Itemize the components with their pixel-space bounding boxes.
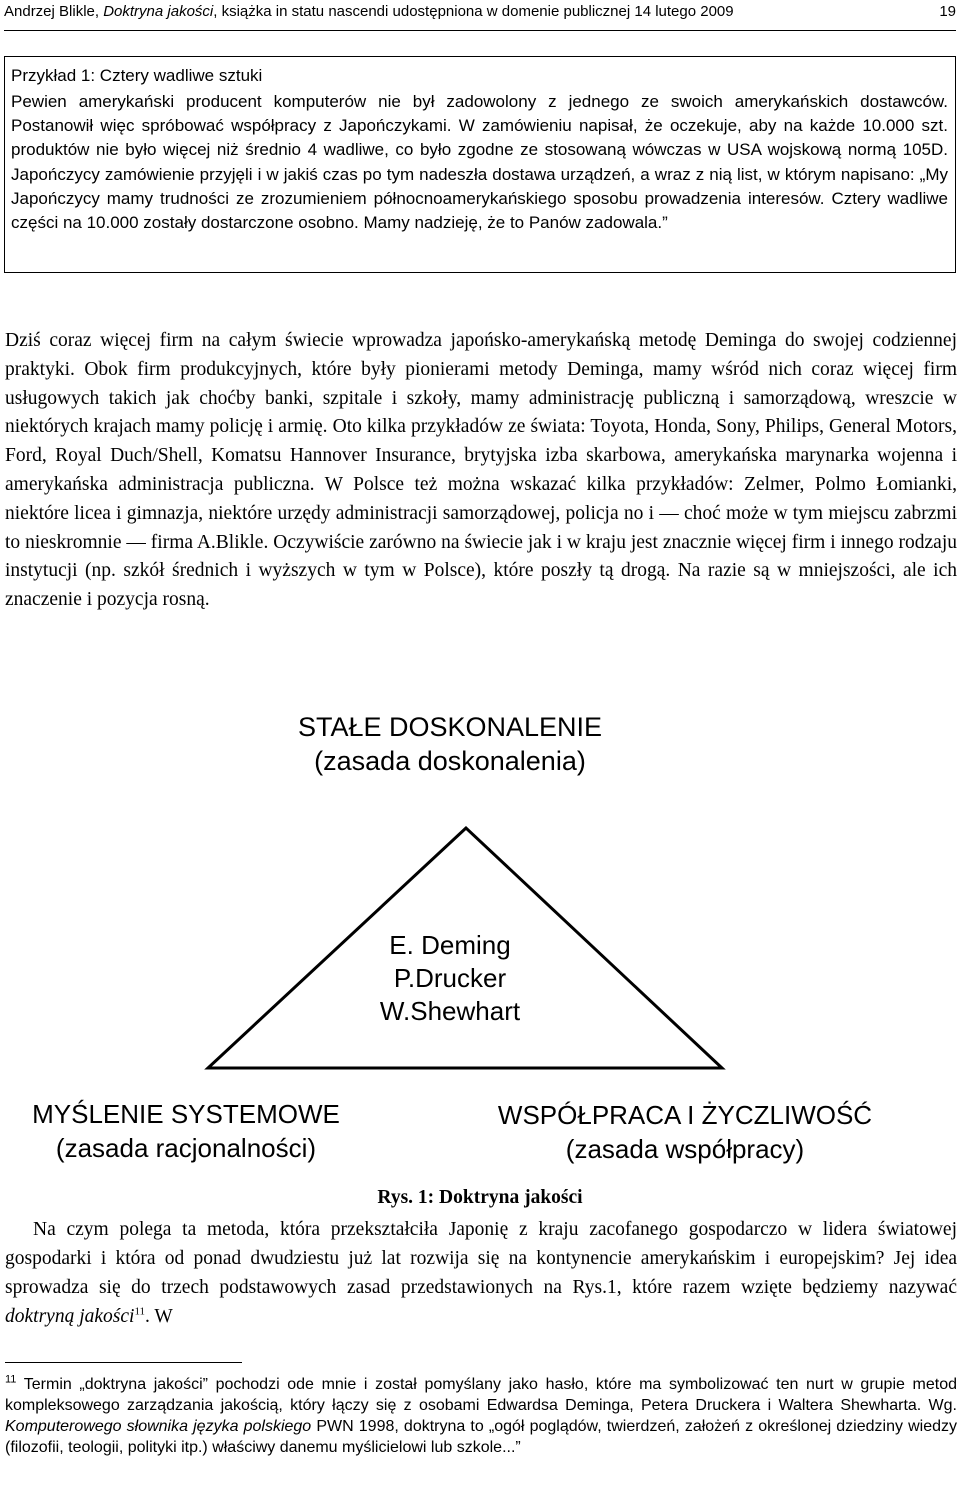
header-citation [4,3,734,20]
page-header [4,0,956,31]
center-name-3: W.Shewhart [379,996,521,1026]
footnote [5,1374,957,1458]
footnote-text-1: Termin „doktryna jakości” pochodzi ode mnie i został pomyślany jako hasło, które ma symbolizować ten nurt w grupie metod kompleksowego zarządzania jakością, który łączy się z osobami Edwardsa Deminga, Petera Druckera i Waltera Shewharta. Wg. [5,1376,957,1414]
page-number: 19 [939,3,956,20]
center-name-1: E. Deming [389,930,511,960]
figure-caption: Rys. 1: Doktryna jakości [377,1187,583,1208]
paragraph-2 [5,1215,957,1331]
footnote-text-2: PWN 1998, doktryna to „ogół poglądów, twierdzeń, założeń z określonej dziedziny wiedzy (filozofii, teologii, polityki itp.) właściwy danemu myślicielowi lub szkole...” [5,1418,957,1456]
left-label-title: MYŚLENIE SYSTEMOWE [32,1099,340,1129]
paragraph-1: Dziś coraz więcej firm na całym świecie wprowadza japońsko-amerykańską metodę Deminga do swojej codziennej praktyki. Obok firm produkcyjnych, które były pionierami metody Deminga, mamy wśród nich coraz więcej firm usługowych takich jak choćby banki, szpitale i szkoły, mamy administrację publiczną i samorządową, wreszcie w niektórych krajach mamy policję i armię. Oto kilka przykładów ze świata: Toyota, Honda, Sony, Philips, General Motors, Ford, Royal Duch/Shell, Komatsu Hannover Insurance, brytyjska izba skarbowa, amerykańska marynarka wojenna i amerykańska administracja publiczna. W Polsce też można wskazać kilka przykładów: Zelmer, Polmo Łomianki, niektóre licea i gimnazja, niektóre urzędy administracji samorządowej, policja no i — choć może w tym miejscu zabrzmi to nieskromnie — firma A.Blikle. Oczywiście zarówno na świecie jak i w kraju jest znacznie więcej firm i innego rodzaju instytucji (np. szkół średnich i wyższych w tym w Polsce), które poszły tą drogą. Na razie są w mniejszości, ale ich znaczenie i pozycja rosną. [5,330,957,611]
footnote-separator [5,1362,242,1363]
right-label-subtitle: (zasada współpracy) [565,1134,805,1164]
top-label-title: STAŁE DOSKONALENIE [297,712,603,742]
paragraph-2-tail: . W [145,1306,173,1327]
header-note: , książka in statu nascendi udostępniona w domenie publicznej 14 lutego 2009 [213,3,734,20]
paragraph-2-emphasis: doktryną jakości [5,1306,135,1327]
top-label-subtitle: (zasada doskonalenia) [314,746,586,776]
right-label [465,1098,905,1166]
example-title: Przykład 1: Cztery wadliwe sztuki [11,66,263,85]
left-label [6,1097,366,1165]
example-text: Pewien amerykański producent komputerów nie był zadowolony z jednego ze swoich amerykańskich dostawców. Postanowił więc spróbować współpracy z Japończykami. W zamówieniu napisał, że oczekuje, aby na każde 10.000 szt. produktów nie było więcej niż średnio 4 wadliwe, co było zgodne ze stosowaną wówczas w USA wojskową normą 105D. Japończycy zamówienie przyjęli i w jakiś czas po tym nadeszła dostawa urządzeń, a wraz z nią list, w którym napisano: „My Japończycy mamy trudności ze zrozumieniem północnoamerykańskiego sposobu prowadzenia interesów. Cztery wadliwe części na 10.000 zostały dostarczone osobno. Mamy nadzieję, że to Panów zadowala.” [11,92,948,233]
right-label-title: WSPÓŁPRACA I ŻYCZLIWOŚĆ [497,1100,873,1130]
center-label [300,929,600,1028]
center-name-2: P.Drucker [393,963,507,993]
footnote-reference[interactable]: 11 [134,1305,146,1318]
quality-doctrine-diagram [0,700,960,1180]
left-label-subtitle: (zasada racjonalności) [55,1133,317,1163]
footnote-emphasis: Komputerowego słownika języka polskiego [5,1418,312,1435]
example-box [4,56,956,273]
paragraph-2-text: Na czym polega ta metoda, która przekształciła Japonię z kraju zacofanego gospodarczo w lidera światowej gospodarki i która od ponad dwudziestu już lat rozwija się na kontynencie amerykańskim i europejskim? Jej idea sprowadza się do trzech podstawowych zasad przedstawionych na Rys.1, które razem wzięte będziemy nazywać [5,1219,957,1298]
footnote-number: 11 [5,1373,17,1386]
header-author: Andrzej Blikle, [4,3,100,20]
header-book-title: Doktryna jakości [103,3,214,20]
top-label [250,710,650,778]
